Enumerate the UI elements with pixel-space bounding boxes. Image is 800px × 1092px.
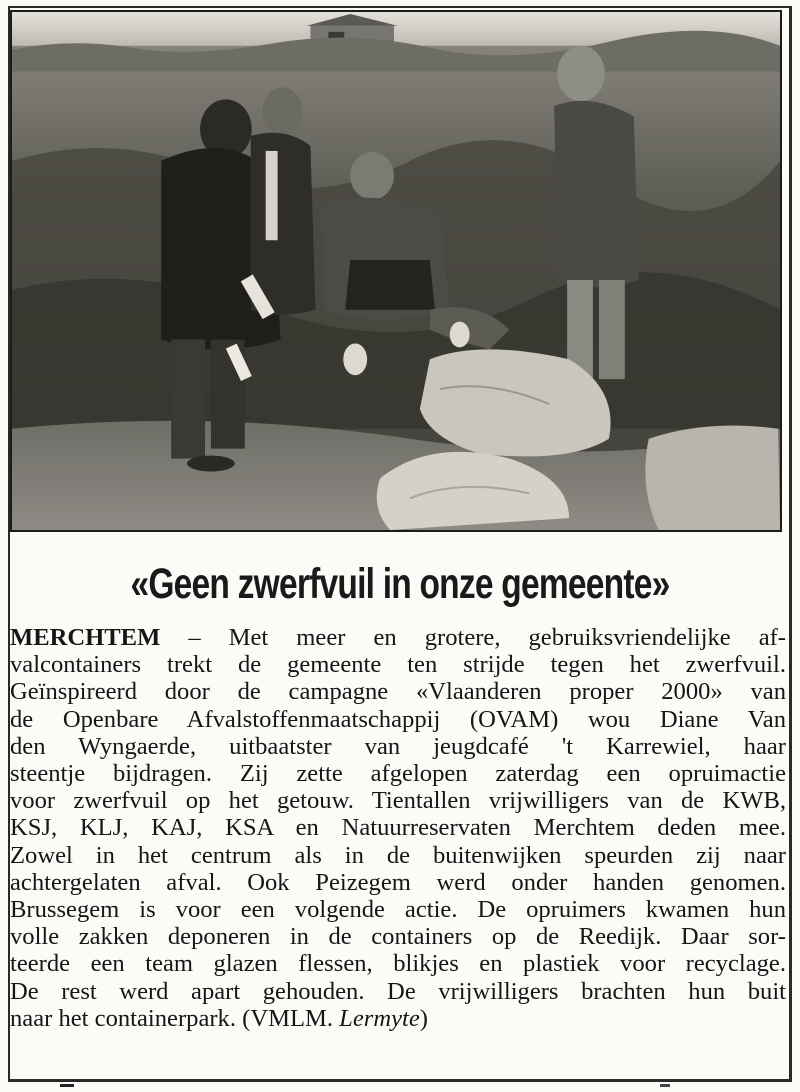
body-line: De rest werd apart gehouden. De vrijwilligers brachten hun buit [10, 977, 786, 1005]
body-line: teerde een team glazen flessen, blikjes en plastiek voor recyclage. [10, 950, 786, 978]
body-line: de Openbare Afvalstoffenmaatschappij (OVAM) wou Diane Van [10, 705, 786, 733]
last-line-text: naar het containerpark. (VMLM. [10, 1004, 340, 1032]
body-line: steentje bijdragen. Zij zette afgelopen zaterdag een opruimactie [10, 760, 786, 788]
photo-credit-name: Lermyte [339, 1004, 420, 1032]
body-line: voor zwerfvuil op het getouw. Tientallen vrijwilligers van de KWB, [10, 787, 786, 815]
photo-volunteers-collecting-litter [12, 12, 780, 530]
article-headline: «Geen zwerfvuil in onze gemeente» [130, 560, 670, 608]
body-line: valcontainers trekt de gemeente ten strijde tegen het zwerfvuil. [10, 651, 786, 679]
scan-mark [60, 1084, 74, 1087]
body-line: den Wyngaerde, uitbaatster van jeugdcafé 't Karrewiel, haar [10, 732, 786, 760]
body-line: Zowel in het centrum als in de buitenwijken speurden zij naar [10, 841, 786, 869]
first-line-text: – Met meer en grotere, gebruiksvriendelijke af- [160, 624, 786, 651]
dateline: MERCHTEM [10, 624, 161, 651]
body-line: Brussegem is voor een volgende actie. De opruimers kwamen hun [10, 896, 786, 924]
body-line [10, 1005, 786, 1032]
body-line: volle zakken deponeren in de containers op de Reedijk. Daar sor- [10, 923, 786, 951]
scan-mark [660, 1084, 670, 1087]
body-line [10, 624, 786, 651]
body-line: KSJ, KLJ, KAJ, KSA en Natuurreservaten Merchtem deden mee. [10, 814, 786, 842]
article-photo [10, 10, 782, 532]
article-body [10, 624, 786, 1032]
body-line: achtergelaten afval. Ook Peizegem werd onder handen genomen. [10, 868, 786, 896]
last-line-suffix: ) [419, 1004, 428, 1032]
body-line: Geïnspireerd door de campagne «Vlaanderen proper 2000» van [10, 678, 786, 706]
